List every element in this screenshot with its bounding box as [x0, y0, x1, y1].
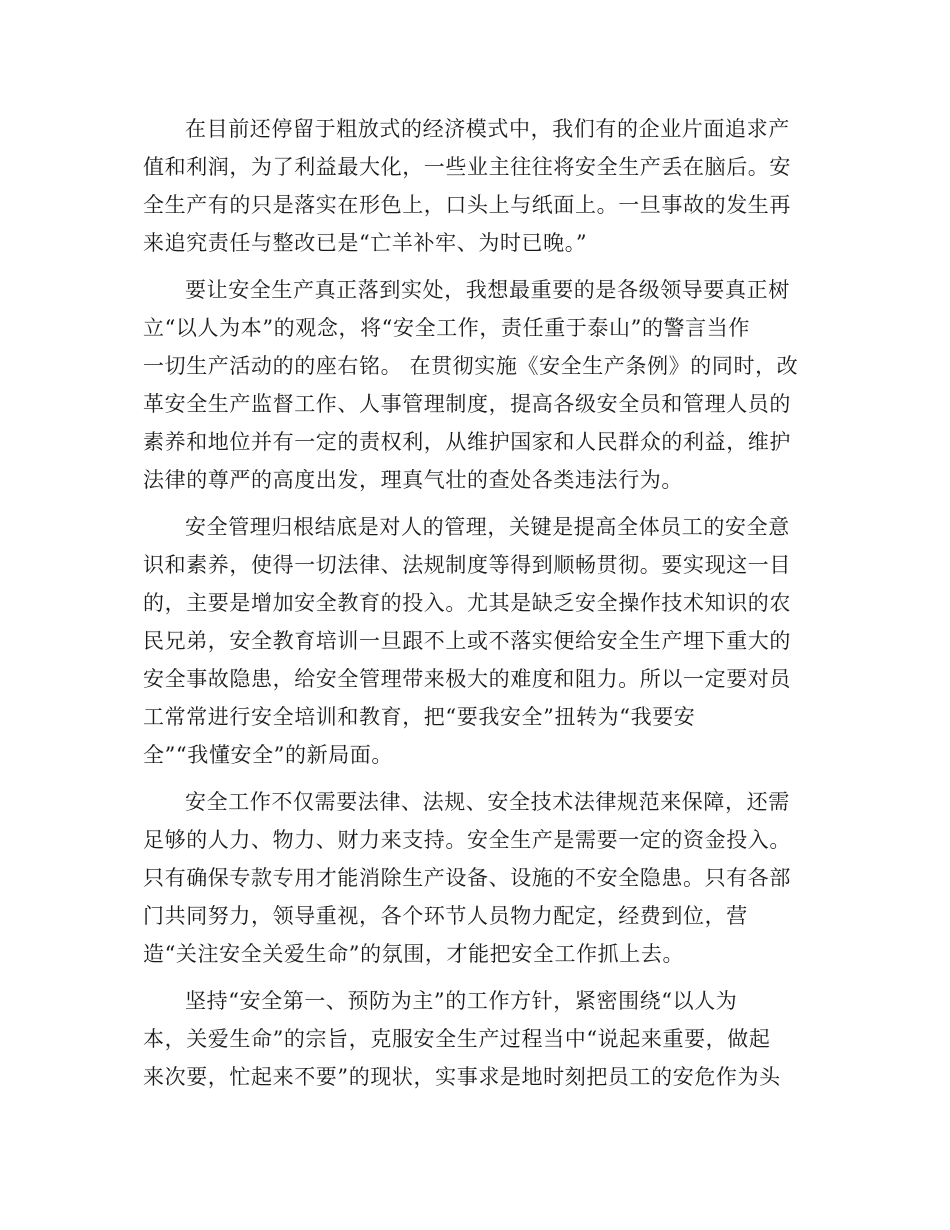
paragraph-5 [143, 982, 813, 1096]
paragraph-line: 值和利润，为了利益最大化，一些业主往往将安全生产丢在脑后。安 [143, 155, 791, 179]
paragraph-line: 门共同努力，领导重视，各个环节人员物力配定，经费到位，营 [143, 904, 748, 928]
paragraph-line: 革安全生产监督工作、人事管理制度，提高各级安全员和管理人员的 [143, 392, 791, 416]
paragraph-line: 坚持“安全第一、预防为主”的工作方针，紧密围绕“以人为 [185, 989, 738, 1013]
paragraph-line: 来次要，忙起来不要”的现状，实事求是地时刻把员工的安危作为头 [143, 1065, 781, 1089]
paragraph-line: 要让安全生产真正落到实处，我想最重要的是各级领导要真正树 [185, 278, 790, 302]
paragraph-line: 一切生产活动的的座右铭。 在贯彻实施《安全生产条例》的同时，改 [143, 354, 799, 378]
paragraph-line: 工常常进行安全培训和教育，把“要我安全”扭转为“我要安 [143, 705, 696, 729]
paragraph-1 [143, 110, 813, 262]
paragraph-line: 素养和地位并有一定的责权利，从维护国家和人民群众的利益，维护 [143, 430, 791, 454]
paragraph-line: 全”“我懂安全”的新局面。 [143, 743, 394, 767]
paragraph-line: 安全事故隐患，给安全管理带来极大的难度和阻力。所以一定要对员 [143, 667, 791, 691]
paragraph-line: 识和素养，使得一切法律、法规制度等得到顺畅贯彻。要实现这一目 [143, 553, 791, 577]
paragraph-line: 本，关爱生命”的宗旨，克服安全生产过程当中“说起来重要，做起 [143, 1027, 771, 1051]
paragraph-4 [143, 783, 813, 973]
paragraph-line: 足够的人力、物力、财力来支持。安全生产是需要一定的资金投入。 [143, 828, 791, 852]
paragraph-line: 来追究责任与整改已是“亡羊补牢、为时已晚。” [143, 231, 588, 255]
paragraph-line: 在目前还停留于粗放式的经济模式中，我们有的企业片面追求产 [185, 117, 790, 141]
paragraph-line: 的，主要是增加安全教育的投入。尤其是缺乏安全操作技术知识的农 [143, 591, 791, 615]
paragraph-line: 立“以人为本”的观念，将“安全工作，责任重于泰山”的警言当作 [143, 316, 750, 340]
paragraph-line: 安全管理归根结底是对人的管理，关键是提高全体员工的安全意 [185, 515, 790, 539]
paragraph-line: 安全工作不仅需要法律、法规、安全技术法律规范来保障，还需 [185, 790, 790, 814]
paragraph-line: 造“关注安全关爱生命”的氛围，才能把安全工作抓上去。 [143, 942, 685, 966]
paragraph-line: 只有确保专款专用才能消除生产设备、设施的不安全隐患。只有各部 [143, 866, 791, 890]
paragraph-3 [143, 508, 813, 774]
paragraph-2 [143, 271, 813, 499]
paragraph-line: 全生产有的只是落实在形色上，口头上与纸面上。一旦事故的发生再 [143, 193, 791, 217]
paragraph-line: 民兄弟，安全教育培训一旦跟不上或不落实便给安全生产埋下重大的 [143, 629, 791, 653]
paragraph-line: 法律的尊严的高度出发，理真气壮的查处各类违法行为。 [143, 468, 683, 492]
